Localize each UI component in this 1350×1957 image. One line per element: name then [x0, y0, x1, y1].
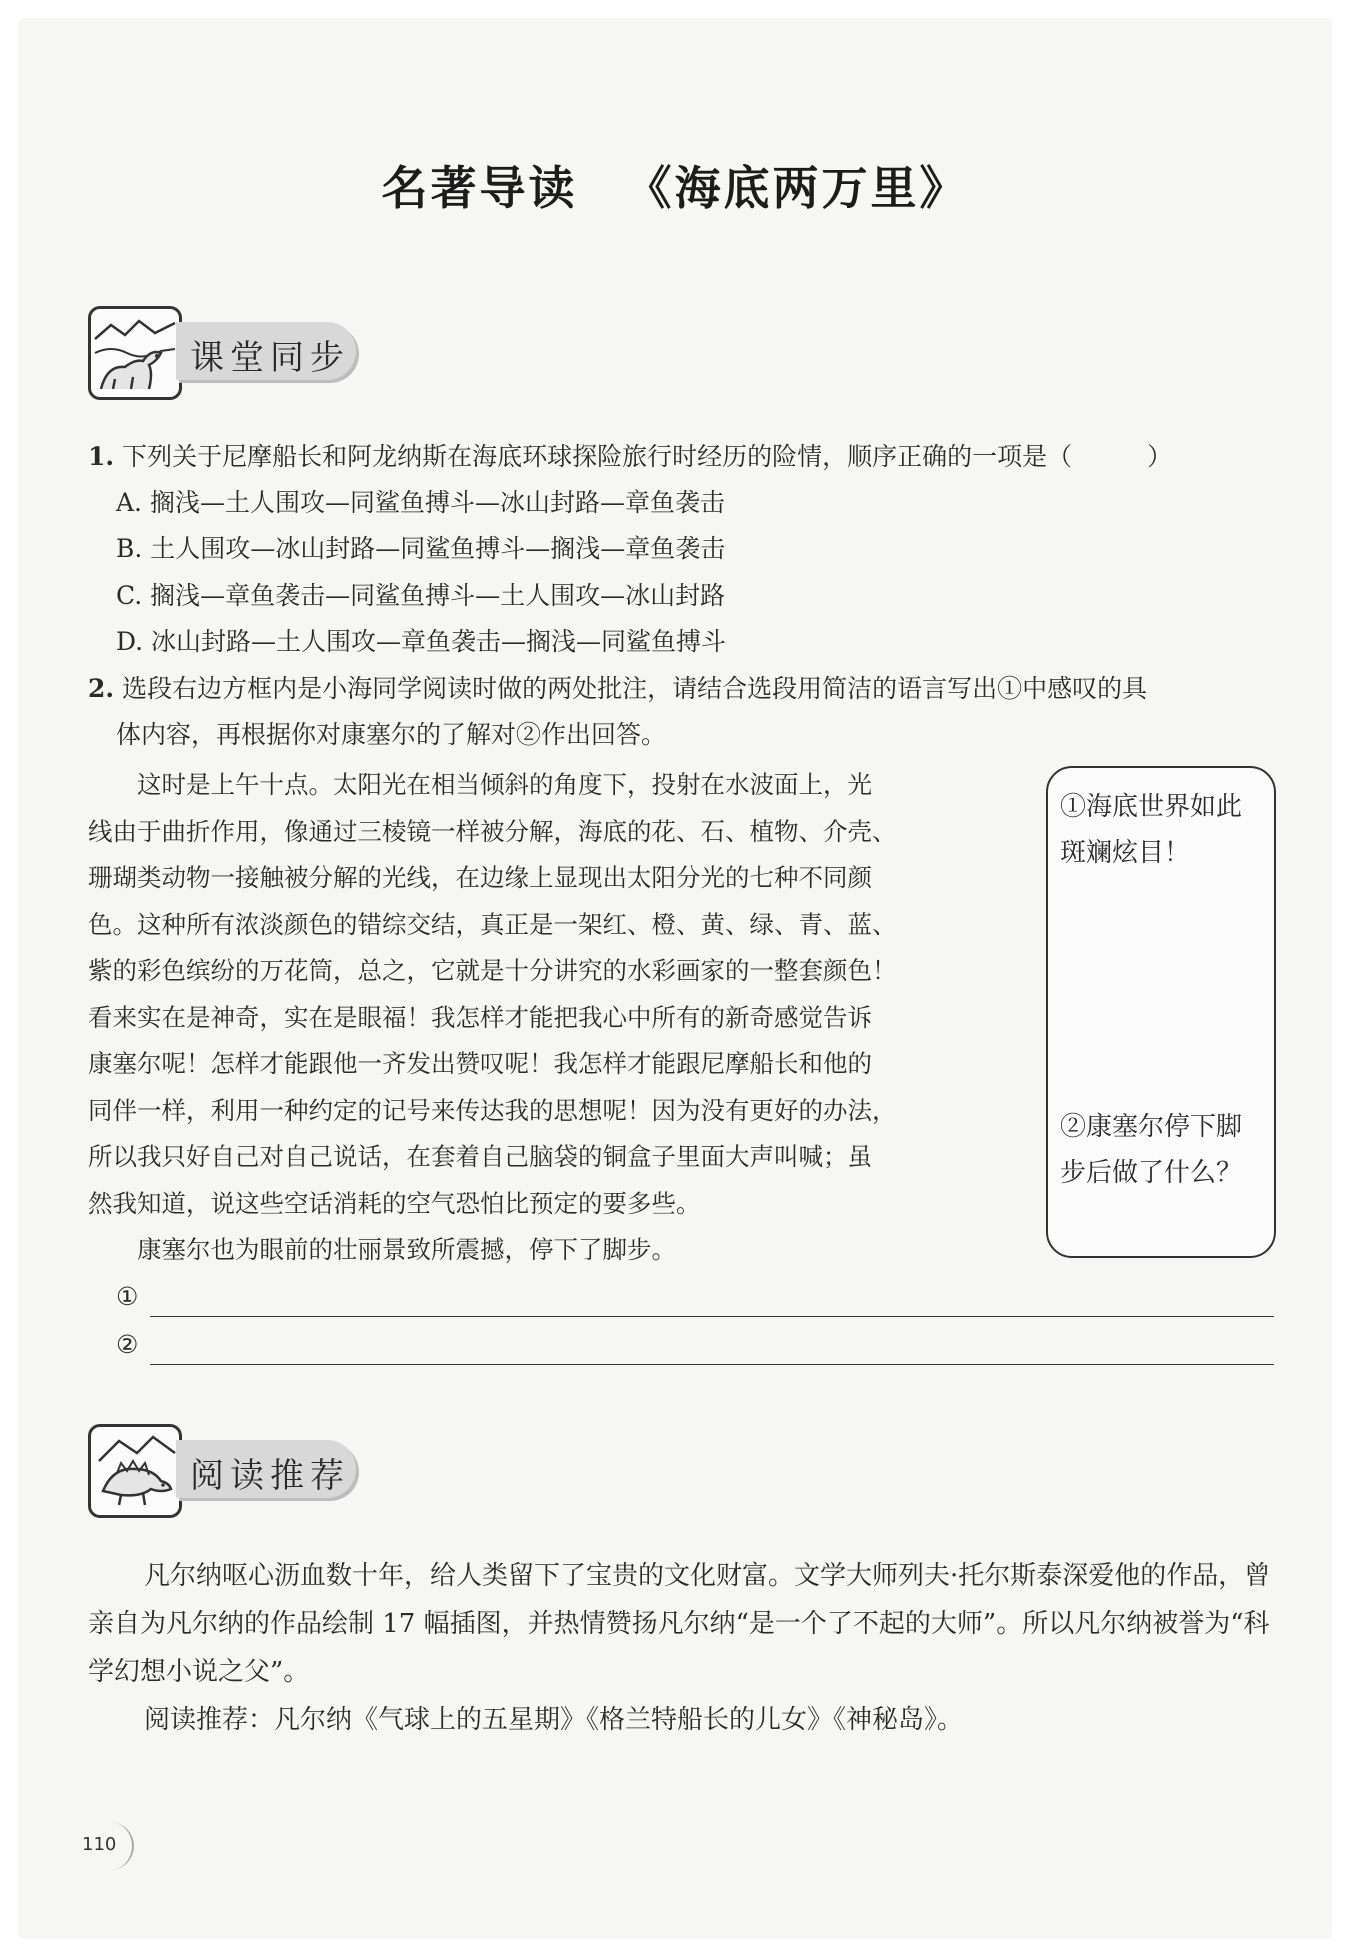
recommend-text: [88, 1552, 1278, 1744]
title-part1: 名著导读: [381, 161, 578, 215]
reading-passage: [88, 762, 988, 1274]
page-title: [0, 152, 1350, 218]
annotation-line: ②康塞尔停下脚: [1060, 1112, 1243, 1142]
passage-line: 看来实在是神奇，实在是眼福！我怎样才能把我心中所有的新奇感觉告诉: [88, 1002, 872, 1032]
annotation-line: 斑斓炫目！: [1060, 838, 1191, 868]
answer-rule: [150, 1316, 1274, 1317]
option-a: A. 搁浅—土人围攻—同鲨鱼搏斗—冰山封路—章鱼袭击: [116, 488, 725, 517]
question-text: 下列关于尼摩船长和阿龙纳斯在海底环球探险旅行时经历的险情，顺序正确的一项是（ ）: [122, 442, 1173, 471]
answer-label: ②: [116, 1330, 139, 1359]
passage-line: 所以我只好自己对自己说话，在套着自己脑袋的铜盒子里面大声叫喊；虽: [88, 1142, 872, 1171]
annotation-line: ①海底世界如此: [1060, 792, 1243, 822]
recommend-list: 阅读推荐：凡尔纳《气球上的五星期》《格兰特船长的儿女》《神秘岛》。: [144, 1705, 964, 1735]
page-number: 110: [82, 1834, 117, 1855]
section-label-pill: [176, 322, 356, 380]
question-1-stem: [88, 440, 1172, 474]
passage-line: 色。这种所有浓淡颜色的错综交结，真正是一架红、橙、黄、绿、青、蓝、: [88, 909, 897, 939]
passage-line: 同伴一样，利用一种约定的记号来传达我的思想呢！因为没有更好的办法，: [88, 1095, 897, 1125]
passage-line: 然我知道，说这些空话消耗的空气恐怕比预定的要多些。: [88, 1188, 701, 1218]
recommend-paragraph: 凡尔纳呕心沥血数十年，给人类留下了宝贵的文化财富。文学大师列夫·托尔斯泰深爱他的作品，曾亲自为凡尔纳的作品绘制 17 幅插图，并热情赞扬凡尔纳“是一个了不起的大师”。所以凡尔纳被誉为“科学幻想小说之父”。: [88, 1561, 1271, 1687]
option-d: D. 冰山封路—土人围攻—章鱼袭击—搁浅—同鲨鱼搏斗: [116, 627, 727, 656]
section-label: 阅读推荐: [190, 1456, 350, 1496]
section-header-sync: [88, 306, 388, 402]
passage-line: 珊瑚类动物一接触被分解的光线，在边缘上显现出太阳分光的七种不同颜: [88, 863, 872, 892]
answer-line-2[interactable]: [116, 1330, 1274, 1366]
annotation-1: [1060, 784, 1266, 876]
passage-line: 康塞尔也为眼前的壮丽景致所震撼，停下了脚步。: [88, 1235, 676, 1264]
question-2-stem: [88, 672, 1147, 706]
answer-label: ①: [116, 1282, 139, 1311]
passage-line: 这时是上午十点。太阳光在相当倾斜的角度下，投射在水波面上，光: [88, 770, 872, 799]
section-header-recommend: [88, 1424, 388, 1520]
annotation-box: [1046, 766, 1276, 1258]
passage-line: 紫的彩色缤纷的万花筒，总之，它就是十分讲究的水彩画家的一整套颜色！: [88, 956, 897, 985]
question-text: 选段右边方框内是小海同学阅读时做的两处批注，请结合选段用简洁的语言写出①中感叹的具: [122, 674, 1148, 703]
answer-line-1[interactable]: [116, 1282, 1274, 1318]
annotation-line: 步后做了什么？: [1060, 1158, 1243, 1188]
annotation-2: [1060, 1104, 1266, 1196]
dinosaur-icon: [88, 1424, 182, 1518]
passage-line: 线由于曲折作用，像通过三棱镜一样被分解，海底的花、石、植物、介壳、: [88, 816, 897, 846]
option-b: B. 土人围攻—冰山封路—同鲨鱼搏斗—搁浅—章鱼袭击: [116, 534, 726, 563]
option-c: C. 搁浅—章鱼袭击—同鲨鱼搏斗—土人围攻—冰山封路: [116, 581, 726, 610]
question-number: 1.: [88, 442, 115, 471]
passage-line: 康塞尔呢！怎样才能跟他一齐发出赞叹呢！我怎样才能跟尼摩船长和他的: [88, 1049, 872, 1078]
question-2-stem-cont: 体内容，再根据你对康塞尔的了解对②作出回答。: [116, 720, 667, 749]
section-label-pill: [176, 1440, 356, 1498]
section-label: 课堂同步: [190, 338, 350, 378]
title-part2: 《海底两万里》: [625, 161, 969, 215]
answer-rule: [150, 1364, 1274, 1365]
question-number: 2.: [88, 674, 115, 703]
dinosaur-landscape-icon: [88, 306, 182, 400]
